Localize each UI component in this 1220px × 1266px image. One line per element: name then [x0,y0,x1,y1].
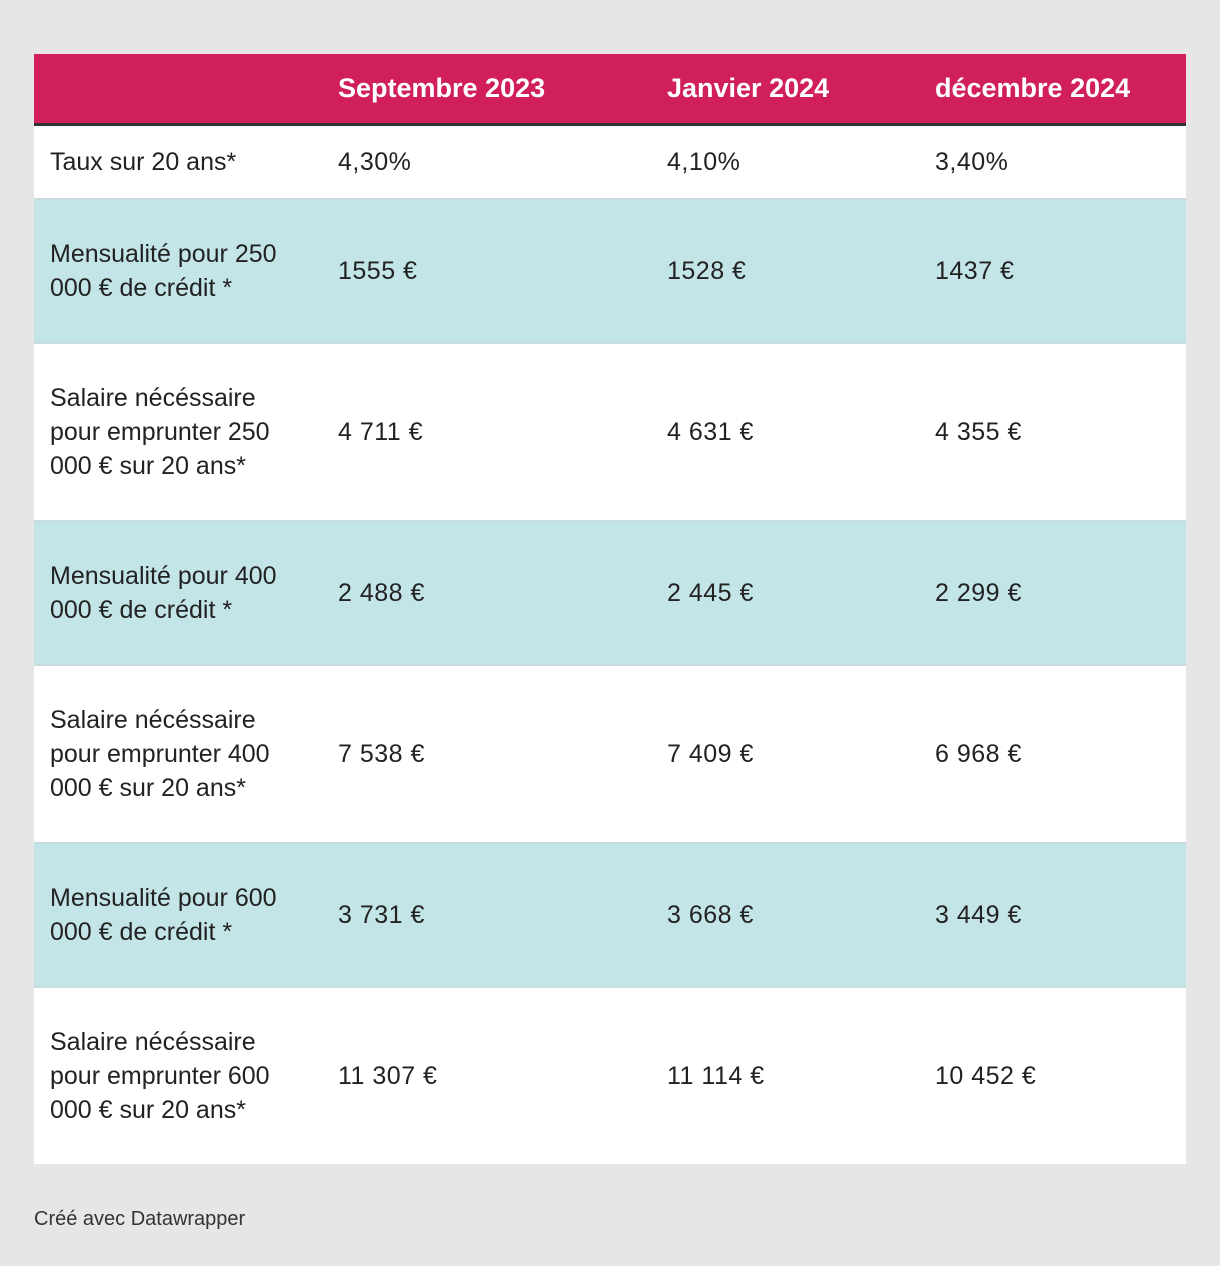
table-cell: 2 299 € [919,521,1186,665]
table-cell: 7 538 € [322,665,651,843]
datawrapper-credit[interactable]: Créé avec Datawrapper [34,1208,246,1230]
table-cell: 4,10% [651,125,919,200]
table-cell: 3,40% [919,125,1186,200]
table-cell: 4 355 € [919,343,1186,521]
row-label: Salaire nécéssaire pour emprunter 600 000 € sur 20 ans* [34,987,322,1164]
table-cell: 1528 € [651,199,919,343]
table-cell: 6 968 € [919,665,1186,843]
table-row [34,987,1186,1164]
comparison-table-container [34,54,1186,1164]
row-label: Taux sur 20 ans* [34,125,322,200]
table-cell: 3 731 € [322,843,651,987]
column-header-decembre-2024: décembre 2024 [919,54,1186,125]
table-cell: 1555 € [322,199,651,343]
row-label: Mensualité pour 600 000 € de crédit * [34,843,322,987]
table-cell: 10 452 € [919,987,1186,1164]
table-header-row [34,54,1186,125]
table-cell: 3 668 € [651,843,919,987]
table-row [34,665,1186,843]
column-header-janvier-2024: Janvier 2024 [651,54,919,125]
row-label: Mensualité pour 250 000 € de crédit * [34,199,322,343]
row-label: Mensualité pour 400 000 € de crédit * [34,521,322,665]
column-header-label [34,54,322,125]
table-row [34,843,1186,987]
row-label: Salaire nécéssaire pour emprunter 400 000 € sur 20 ans* [34,665,322,843]
table-row [34,343,1186,521]
table-cell: 2 488 € [322,521,651,665]
table-cell: 2 445 € [651,521,919,665]
table-row [34,125,1186,200]
table-row [34,521,1186,665]
table-row [34,199,1186,343]
row-label: Salaire nécéssaire pour emprunter 250 000 € sur 20 ans* [34,343,322,521]
comparison-table [34,54,1186,1164]
column-header-septembre-2023: Septembre 2023 [322,54,651,125]
table-cell: 3 449 € [919,843,1186,987]
table-cell: 4,30% [322,125,651,200]
table-cell: 4 711 € [322,343,651,521]
table-cell: 11 114 € [651,987,919,1164]
table-cell: 1437 € [919,199,1186,343]
table-cell: 7 409 € [651,665,919,843]
table-cell: 11 307 € [322,987,651,1164]
table-cell: 4 631 € [651,343,919,521]
